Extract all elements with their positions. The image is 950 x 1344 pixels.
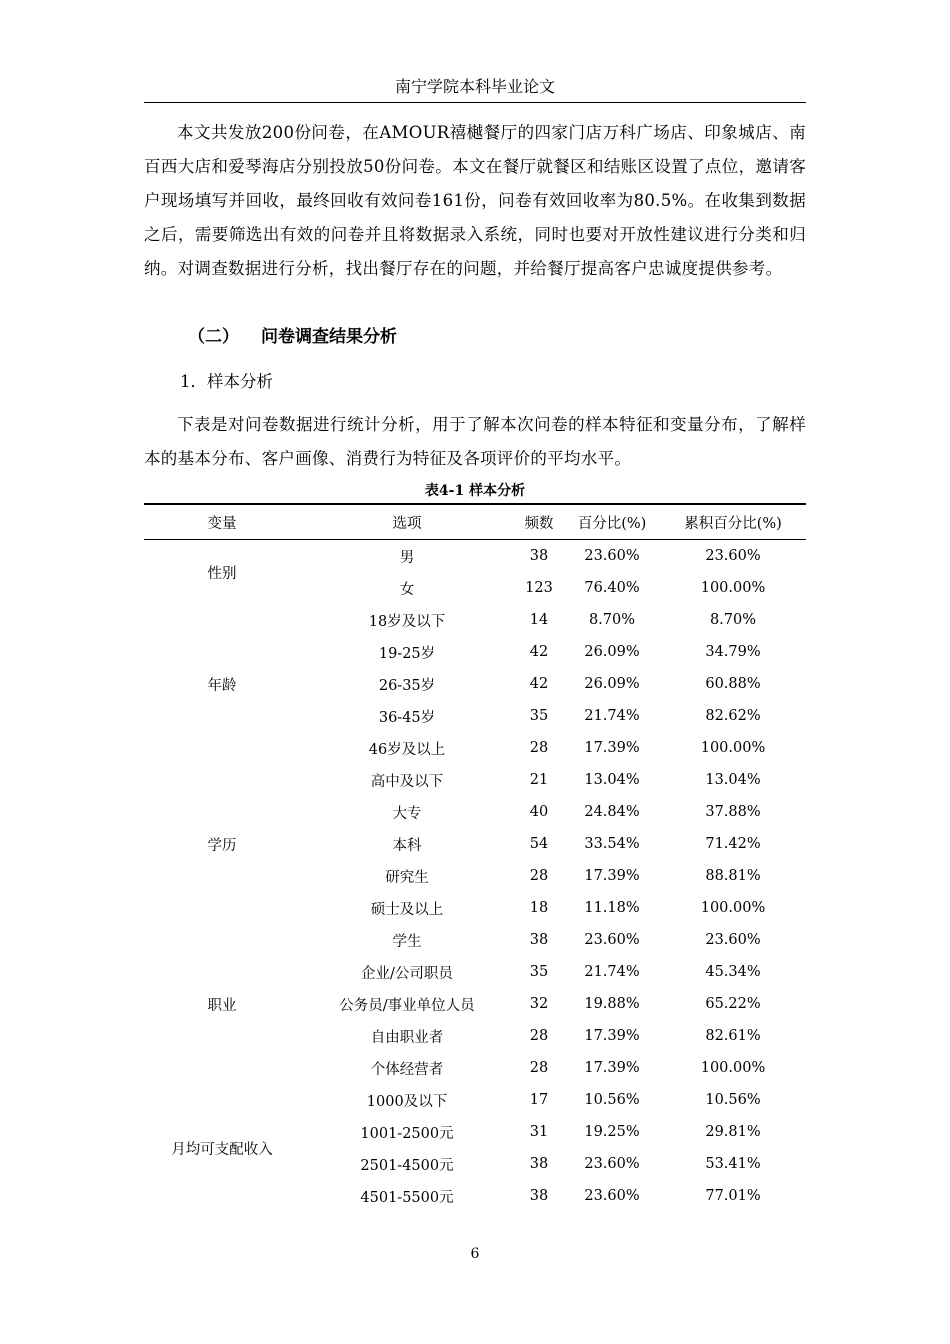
header-frequency: 频数 xyxy=(514,504,564,540)
cumulative-percent-cell: 34.79% xyxy=(705,644,761,660)
option-cell: 企业/公司职员 xyxy=(361,965,453,982)
frequency-cell: 38 xyxy=(529,1188,549,1204)
percent-cell: 17.39% xyxy=(584,868,640,884)
cumulative-percent-cell: 100.00% xyxy=(700,740,766,756)
option-cell: 硕士及以上 xyxy=(370,901,444,918)
table-row xyxy=(144,924,806,956)
table-row xyxy=(144,1084,806,1116)
cumulative-percent-cell: 82.62% xyxy=(705,708,761,724)
header-option: 选项 xyxy=(300,504,514,540)
cumulative-percent-cell: 77.01% xyxy=(705,1188,761,1204)
cumulative-percent-cell: 100.00% xyxy=(700,900,766,916)
cumulative-percent-cell: 23.60% xyxy=(705,932,761,948)
percent-cell: 21.74% xyxy=(584,708,640,724)
cumulative-percent-cell: 60.88% xyxy=(705,676,761,692)
option-cell: 个体经营者 xyxy=(370,1061,444,1078)
frequency-cell: 14 xyxy=(529,612,549,628)
percent-cell: 19.88% xyxy=(584,996,640,1012)
frequency-cell: 21 xyxy=(529,772,549,788)
cumulative-percent-cell: 53.41% xyxy=(705,1156,761,1172)
frequency-cell: 38 xyxy=(529,1156,549,1172)
option-cell: 公务员/事业单位人员 xyxy=(339,997,475,1014)
percent-cell: 10.56% xyxy=(584,1092,640,1108)
percent-cell: 8.70% xyxy=(588,612,636,628)
section-title: 问卷调查结果分析 xyxy=(261,327,397,347)
percent-cell: 17.39% xyxy=(584,1060,640,1076)
header-variable: 变量 xyxy=(144,504,300,540)
header-percent: 百分比(%) xyxy=(564,504,660,540)
table-row xyxy=(144,540,806,573)
body-paragraph-1: 本文共发放200份问卷，在AMOUR禧樾餐厅的四家门店万科广场店、印象城店、南百西大店和爱琴海店分别投放50份问卷。本文在餐厅就餐区和结账区设置了点位，邀请客户现场填写并回收，最终回收有效问卷161份，问卷有效回收率为80.5%。在收集到数据之后，需要筛选出有效的问卷并且将数据录入系统，同时也要对开放性建议进行分类和归纳。对调查数据进行分析，找出餐厅存在的问题，并给餐厅提高客户忠诚度提供参考。 xyxy=(144,123,806,278)
option-cell: 本科 xyxy=(392,837,422,854)
section-number: （二） xyxy=(188,327,239,347)
table-header-row xyxy=(144,504,806,540)
option-cell: 男 xyxy=(399,549,415,566)
subsection-heading: 1．样本分析 xyxy=(180,372,273,391)
percent-cell: 26.09% xyxy=(584,676,640,692)
frequency-cell: 54 xyxy=(529,836,549,852)
cumulative-percent-cell: 100.00% xyxy=(700,1060,766,1076)
variable-cell: 学历 xyxy=(207,837,237,854)
option-cell: 2501-4500元 xyxy=(360,1157,454,1174)
option-cell: 36-45岁 xyxy=(378,709,436,726)
option-cell: 学生 xyxy=(392,933,422,950)
variable-cell: 职业 xyxy=(207,997,237,1014)
percent-cell: 76.40% xyxy=(584,580,640,596)
frequency-cell: 17 xyxy=(529,1092,549,1108)
cumulative-percent-cell: 100.00% xyxy=(700,580,766,596)
cumulative-percent-cell: 65.22% xyxy=(705,996,761,1012)
frequency-cell: 32 xyxy=(529,996,549,1012)
percent-cell: 17.39% xyxy=(584,740,640,756)
option-cell: 研究生 xyxy=(385,869,429,886)
option-cell: 高中及以下 xyxy=(370,773,444,790)
option-cell: 大专 xyxy=(392,805,422,822)
percent-cell: 17.39% xyxy=(584,1028,640,1044)
frequency-cell: 28 xyxy=(529,740,549,756)
option-cell: 46岁及以上 xyxy=(368,741,446,758)
body-paragraph-2: 下表是对问卷数据进行统计分析，用于了解本次问卷的样本特征和变量分布，了解样本的基本分布、客户画像、消费行为特征及各项评价的平均水平。 xyxy=(144,415,806,468)
percent-cell: 23.60% xyxy=(584,932,640,948)
cumulative-percent-cell: 8.70% xyxy=(709,612,757,628)
table-body xyxy=(144,540,806,1213)
variable-cell: 年龄 xyxy=(207,677,237,694)
percent-cell: 33.54% xyxy=(584,836,640,852)
cumulative-percent-cell: 13.04% xyxy=(705,772,761,788)
frequency-cell: 35 xyxy=(529,708,549,724)
table-row xyxy=(144,604,806,636)
frequency-cell: 42 xyxy=(529,644,549,660)
cumulative-percent-cell: 82.61% xyxy=(705,1028,761,1044)
page-header-title: 南宁学院本科毕业论文 xyxy=(394,77,555,96)
option-cell: 19-25岁 xyxy=(378,645,436,662)
percent-cell: 11.18% xyxy=(584,900,640,916)
option-cell: 18岁及以下 xyxy=(368,613,446,630)
cumulative-percent-cell: 45.34% xyxy=(705,964,761,980)
percent-cell: 23.60% xyxy=(584,548,640,564)
cumulative-percent-cell: 88.81% xyxy=(705,868,761,884)
variable-cell: 月均可支配收入 xyxy=(171,1141,273,1158)
frequency-cell: 28 xyxy=(529,868,549,884)
frequency-cell: 28 xyxy=(529,1028,549,1044)
sample-analysis-table xyxy=(144,503,806,1212)
option-cell: 4501-5500元 xyxy=(360,1189,454,1206)
frequency-cell: 42 xyxy=(529,676,549,692)
option-cell: 1001-2500元 xyxy=(360,1125,454,1142)
table-row xyxy=(144,764,806,796)
page-number: 6 xyxy=(470,1246,480,1262)
cumulative-percent-cell: 29.81% xyxy=(705,1124,761,1140)
table-caption: 表4-1 样本分析 xyxy=(424,483,526,499)
option-cell: 26-35岁 xyxy=(378,677,436,694)
percent-cell: 13.04% xyxy=(584,772,640,788)
percent-cell: 23.60% xyxy=(584,1188,640,1204)
percent-cell: 21.74% xyxy=(584,964,640,980)
percent-cell: 19.25% xyxy=(584,1124,640,1140)
frequency-cell: 123 xyxy=(525,580,553,596)
percent-cell: 23.60% xyxy=(584,1156,640,1172)
frequency-cell: 40 xyxy=(529,804,549,820)
frequency-cell: 31 xyxy=(529,1124,549,1140)
header-cumulative-percent: 累积百分比(%) xyxy=(660,504,806,540)
section-heading xyxy=(188,322,419,347)
frequency-cell: 38 xyxy=(529,932,549,948)
frequency-cell: 28 xyxy=(529,1060,549,1076)
option-cell: 自由职业者 xyxy=(370,1029,444,1046)
cumulative-percent-cell: 37.88% xyxy=(705,804,761,820)
cumulative-percent-cell: 23.60% xyxy=(705,548,761,564)
cumulative-percent-cell: 71.42% xyxy=(705,836,761,852)
cumulative-percent-cell: 10.56% xyxy=(705,1092,761,1108)
variable-cell: 性别 xyxy=(207,565,237,582)
header-divider xyxy=(144,102,806,103)
frequency-cell: 35 xyxy=(529,964,549,980)
frequency-cell: 38 xyxy=(529,548,549,564)
frequency-cell: 18 xyxy=(529,900,549,916)
percent-cell: 24.84% xyxy=(584,804,640,820)
option-cell: 女 xyxy=(399,581,415,598)
option-cell: 1000及以下 xyxy=(366,1093,448,1110)
percent-cell: 26.09% xyxy=(584,644,640,660)
